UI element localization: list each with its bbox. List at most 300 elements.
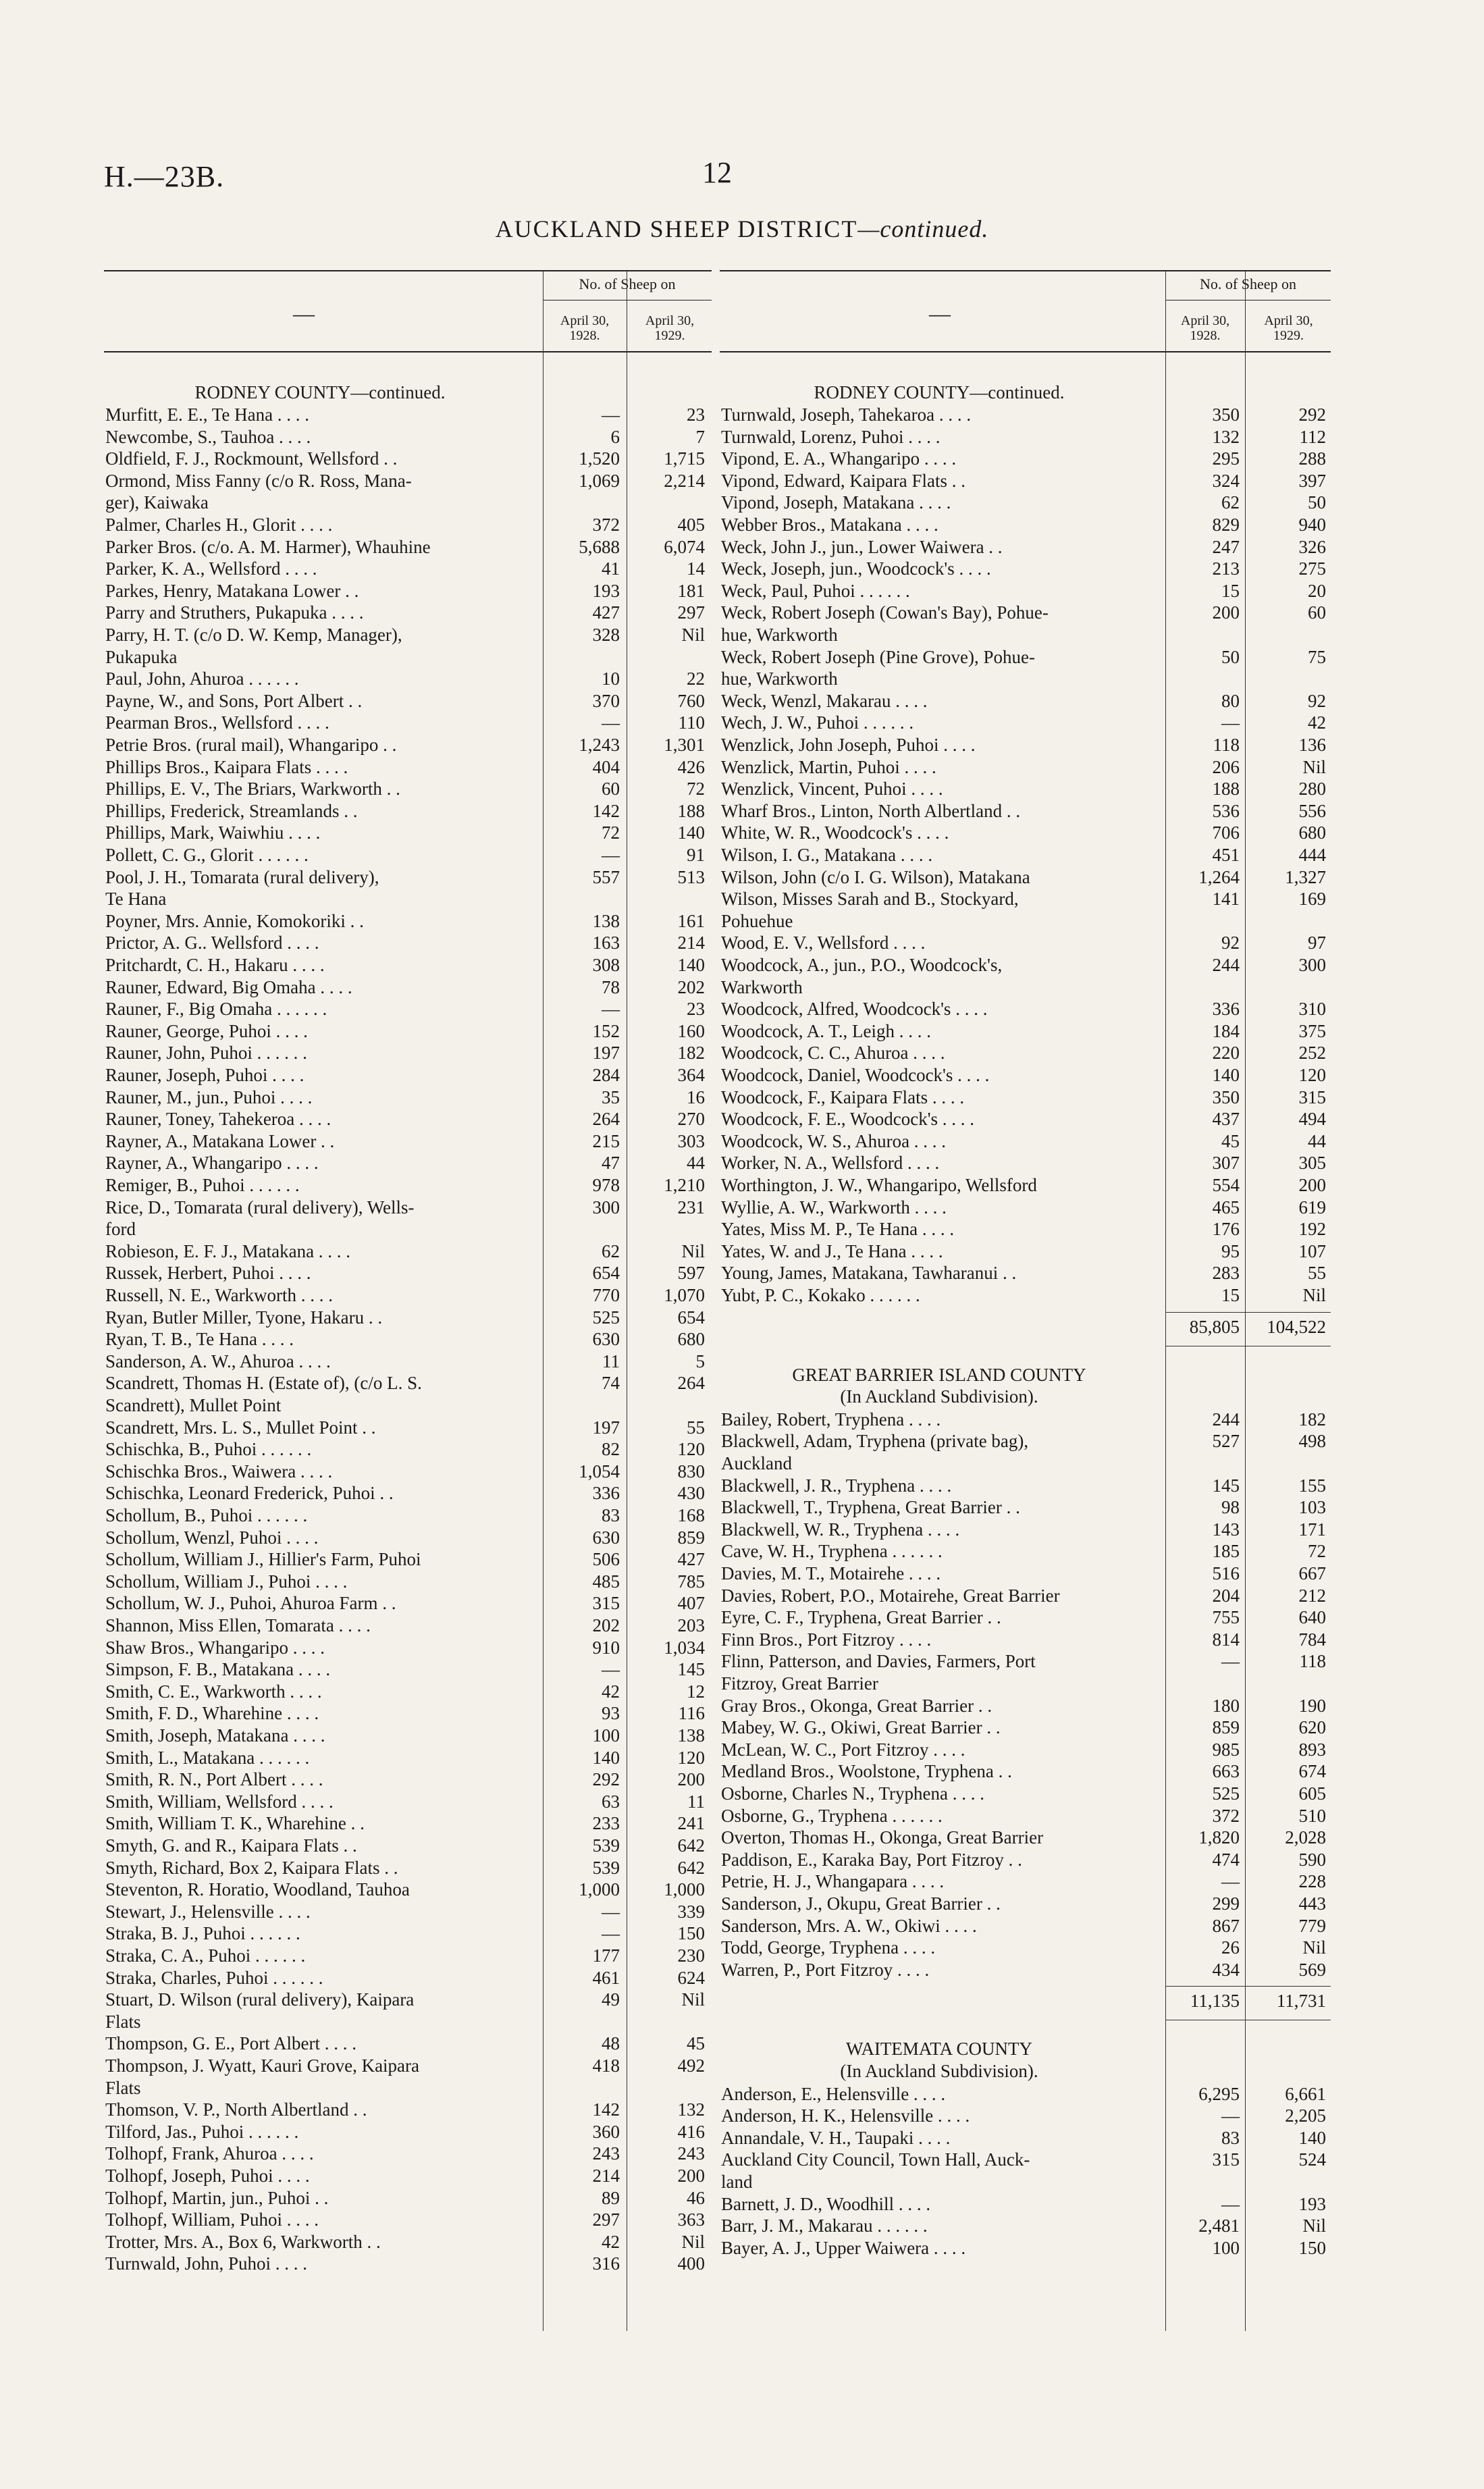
sheep-1928-value: 72 <box>602 822 620 843</box>
owner-name: Ormond, Miss Fanny (c/o R. Ross, Mana- <box>105 470 412 491</box>
sheep-1929-value: 44 <box>687 1153 705 1174</box>
sheep-1929-value: 305 <box>1298 1153 1326 1174</box>
sheep-1928-value: 48 <box>602 2033 620 2054</box>
owner-name: Flats <box>105 2011 141 2032</box>
owner-name: Tolhopf, Martin, jun., Puhoi . . <box>105 2187 329 2208</box>
owner-name: Schollum, Wenzl, Puhoi . . . . <box>105 1527 319 1548</box>
section-heading-rodney: RODNEY COUNTY—continued. <box>814 382 1065 402</box>
sheep-1928-value: 539 <box>592 1857 620 1878</box>
sheep-1928-value: — <box>602 1901 620 1922</box>
sheep-1928-value: 539 <box>592 1835 620 1856</box>
sheep-1928-value: 74 <box>602 1373 620 1394</box>
owner-name: Webber Bros., Matakana . . . . <box>721 515 938 535</box>
year-1928-header <box>1165 313 1245 343</box>
sheep-1928-value: 315 <box>1212 2149 1240 2170</box>
sheep-1928-value: 197 <box>592 1043 620 1064</box>
sheep-1928-value: 184 <box>1212 1020 1240 1041</box>
sheep-1928-value: 98 <box>1221 1497 1240 1518</box>
sheep-1928-value: 215 <box>592 1130 620 1151</box>
sheep-1929-value: 112 <box>1299 426 1326 447</box>
sheep-1928-value: 1,520 <box>579 448 620 469</box>
sheep-1929-value: Nil <box>681 1989 705 2010</box>
sheep-1929-value: 16 <box>687 1086 705 1107</box>
owner-name: Yates, W. and J., Te Hana . . . . <box>721 1240 943 1261</box>
sheep-1929-value: 2,214 <box>664 470 705 491</box>
sheep-1928-value: — <box>602 999 620 1020</box>
owner-name: Tolhopf, Joseph, Puhoi . . . . <box>105 2166 310 2186</box>
sheep-1928-value: 1,069 <box>579 470 620 491</box>
sheep-1929-value: 326 <box>1298 536 1326 557</box>
owner-name: Cave, W. H., Tryphena . . . . . . <box>721 1541 943 1562</box>
section-subheading-waitemata: (In Auckland Subdivision). <box>840 2061 1038 2081</box>
sheep-1928-value: 47 <box>602 1153 620 1174</box>
sheep-1928-value: 26 <box>1221 1937 1240 1958</box>
sheep-1928-value: 145 <box>1212 1475 1240 1496</box>
owner-name: Palmer, Charles H., Glorit . . . . <box>105 515 333 535</box>
sheep-1928-value: 859 <box>1212 1717 1240 1738</box>
owner-name: Shaw Bros., Whangaripo . . . . <box>105 1637 325 1658</box>
sheep-1929-value: 11 <box>687 1791 705 1812</box>
year-1929-header <box>628 313 712 343</box>
sheep-1929-value: 202 <box>677 976 705 997</box>
column-rule <box>1245 271 1246 2331</box>
owner-name: Rauner, M., jun., Puhoi . . . . <box>105 1086 313 1107</box>
owner-name: Shannon, Miss Ellen, Tomarata . . . . <box>105 1615 371 1635</box>
owner-name: Todd, George, Tryphena . . . . <box>721 1937 936 1958</box>
sheep-1929-value: 315 <box>1298 1086 1326 1107</box>
owner-name: Young, James, Matakana, Tawharanui . . <box>721 1263 1017 1284</box>
owner-name: Robieson, E. F. J., Matakana . . . . <box>105 1240 351 1261</box>
sheep-1928-value: 141 <box>1212 889 1240 910</box>
name-column-header: — <box>293 301 315 325</box>
sheep-1928-value: 5,688 <box>579 536 620 557</box>
sheep-1928-value: 295 <box>1212 448 1240 469</box>
sheep-1928-value: 244 <box>1212 955 1240 975</box>
year-1928-header <box>543 313 627 343</box>
owner-name: Woodcock, Daniel, Woodcock's . . . . <box>721 1065 990 1085</box>
owner-name: Turnwald, Joseph, Tahekaroa . . . . <box>721 404 972 425</box>
sheep-1928-value: 49 <box>602 1989 620 2010</box>
sheep-1928-value: 336 <box>1212 999 1240 1020</box>
sheep-1929-value: 363 <box>677 2209 705 2230</box>
owner-name: Woodcock, A., jun., P.O., Woodcock's, <box>721 955 1003 975</box>
sheep-1928-value: 214 <box>592 2166 620 2186</box>
sheep-1929-value: 72 <box>687 779 705 800</box>
sheep-1928-value: 434 <box>1212 1959 1240 1980</box>
owner-name: Wharf Bros., Linton, North Albertland . . <box>721 800 1021 821</box>
sheep-1928-value: 35 <box>602 1086 620 1107</box>
sheep-1929-value: 168 <box>677 1505 705 1525</box>
sheep-1929-value: 1,070 <box>664 1285 705 1305</box>
sheep-1929-value: 150 <box>677 1923 705 1944</box>
sheep-1929-value: 405 <box>677 515 705 535</box>
owner-name: Rauner, George, Puhoi . . . . <box>105 1020 308 1041</box>
sheep-1928-value: 93 <box>602 1703 620 1724</box>
sheep-1929-value: 444 <box>1298 845 1326 865</box>
sheep-1928-value: 630 <box>592 1527 620 1548</box>
owner-name: Simpson, F. B., Matakana . . . . <box>105 1659 331 1680</box>
sheep-1928-value: 308 <box>592 955 620 975</box>
owner-name: Rayner, A., Whangaripo . . . . <box>105 1153 319 1174</box>
sheep-1928-value: 138 <box>592 910 620 931</box>
sheep-1929-value: 160 <box>677 1020 705 1041</box>
sheep-1929-value: 494 <box>1298 1109 1326 1130</box>
owner-name: Thompson, G. E., Port Albert . . . . <box>105 2033 356 2054</box>
sheep-1928-value: 404 <box>592 756 620 777</box>
sheep-1929-value: 784 <box>1298 1629 1326 1650</box>
year-1929-line1: April 30, <box>645 313 695 328</box>
sheep-1928-value: 336 <box>592 1483 620 1504</box>
sheep-1929-value: Nil <box>1302 756 1326 777</box>
owner-name: Blackwell, T., Tryphena, Great Barrier . . <box>721 1497 1020 1518</box>
sheep-1928-value: 78 <box>602 976 620 997</box>
owner-name: Paul, John, Ahuroa . . . . . . <box>105 669 299 689</box>
owner-name: Pearman Bros., Wellsford . . . . <box>105 712 329 733</box>
sheep-1928-value: 15 <box>1221 580 1240 601</box>
sheep-1929-value: 303 <box>677 1130 705 1151</box>
sheep-1929-value: 120 <box>1298 1065 1326 1085</box>
sheep-1929-value: Nil <box>1302 1937 1326 1958</box>
year-1929-line2: 1929. <box>1273 328 1304 343</box>
owner-name: land <box>721 2172 753 2192</box>
owner-name: Schollum, W. J., Puhoi, Ahuroa Farm . . <box>105 1593 396 1614</box>
sheep-1928-value: 188 <box>1212 779 1240 800</box>
owner-name: Rauner, F., Big Omaha . . . . . . <box>105 999 327 1020</box>
sheep-1929-value: 5 <box>695 1351 705 1371</box>
owner-name: Ryan, Butler Miller, Tyone, Hakaru . . <box>105 1307 383 1328</box>
sheep-1928-value: 536 <box>1212 800 1240 821</box>
owner-name: Woodcock, F., Kaipara Flats . . . . <box>721 1086 965 1107</box>
sheep-1929-value: 140 <box>677 822 705 843</box>
sheep-1929-value: 118 <box>1299 1651 1326 1672</box>
owner-name: Paddison, E., Karaka Bay, Port Fitzroy . . <box>721 1849 1022 1870</box>
sheep-1928-value: 41 <box>602 558 620 579</box>
year-1929-header <box>1246 313 1331 343</box>
owner-name: Pohuehue <box>721 910 793 931</box>
year-1929-line2: 1929. <box>654 328 685 343</box>
owner-name: Weck, Robert Joseph (Cowan's Bay), Pohue- <box>721 602 1049 623</box>
sheep-1929-value: 270 <box>677 1109 705 1130</box>
owner-name: Flinn, Patterson, and Davies, Farmers, Port <box>721 1651 1036 1672</box>
owner-name: Straka, B. J., Puhoi . . . . . . <box>105 1923 300 1944</box>
owner-name: Auckland <box>721 1453 792 1473</box>
owner-name: Schischka, B., Puhoi . . . . . . <box>105 1439 312 1460</box>
sheep-1928-value: 6 <box>610 426 620 447</box>
sheep-1929-value: 60 <box>1308 602 1326 623</box>
sheep-1929-value: 140 <box>1298 2127 1326 2148</box>
sheep-1929-value: 169 <box>1298 889 1326 910</box>
owner-name: Wyllie, A. W., Warkworth . . . . <box>721 1197 947 1217</box>
sheep-1929-value: 620 <box>1298 1717 1326 1738</box>
sheep-1929-value: 72 <box>1308 1541 1326 1562</box>
owner-name: Scandrett, Thomas H. (Estate of), (c/o L. S. <box>105 1373 422 1394</box>
sheep-1928-value: 630 <box>592 1329 620 1350</box>
left-table-header <box>104 271 712 352</box>
sheep-1928-value: — <box>1221 712 1240 733</box>
sheep-1928-value: 755 <box>1212 1607 1240 1628</box>
owner-name: Weck, Wenzl, Makarau . . . . <box>721 690 928 711</box>
sheep-1928-value: 1,243 <box>579 735 620 755</box>
sheep-1928-value: 554 <box>1212 1175 1240 1195</box>
sheep-1929-value: 231 <box>677 1197 705 1217</box>
document-reference: H.—23B. <box>104 160 225 193</box>
sheep-1929-value: 145 <box>677 1659 705 1680</box>
sheep-1928-value: 62 <box>602 1240 620 1261</box>
sheep-1928-value: 2,481 <box>1198 2216 1240 2236</box>
sheep-1928-value: 83 <box>602 1505 620 1525</box>
right-table-header <box>720 271 1331 352</box>
sheep-1928-value: 418 <box>592 2055 620 2076</box>
owner-name: Pollett, C. G., Glorit . . . . . . <box>105 845 309 865</box>
sheep-1929-value: 6,661 <box>1285 2083 1326 2104</box>
sheep-1929-value: 181 <box>677 580 705 601</box>
sheep-1928-value: 10 <box>602 669 620 689</box>
sheep-1929-value: 75 <box>1308 646 1326 667</box>
sheep-1928-value: 80 <box>1221 690 1240 711</box>
sheep-1929-value: 6,074 <box>664 536 705 557</box>
sheep-1928-value: 370 <box>592 690 620 711</box>
owner-name: Osborne, G., Tryphena . . . . . . <box>721 1805 943 1826</box>
sheep-1929-value: 416 <box>677 2121 705 2142</box>
sheep-1929-value: 136 <box>1298 735 1326 755</box>
sheep-1929-value: 407 <box>677 1593 705 1614</box>
sheep-1929-value: 192 <box>1298 1219 1326 1240</box>
sheep-1929-value: 161 <box>677 910 705 931</box>
owner-name: Barnett, J. D., Woodhill . . . . <box>721 2193 931 2214</box>
owner-name: Phillips, Mark, Waiwhiu . . . . <box>105 822 321 843</box>
owner-name: Rauner, Toney, Tahekeroa . . . . <box>105 1109 332 1130</box>
sheep-1928-value: 654 <box>592 1263 620 1284</box>
sheep-1928-value: 89 <box>602 2187 620 2208</box>
name-column-header: — <box>929 301 951 325</box>
sheep-1929-value: 492 <box>677 2055 705 2076</box>
sheep-1928-value: 193 <box>592 580 620 601</box>
sheep-1928-value: 60 <box>602 779 620 800</box>
sheep-1928-value: 372 <box>592 515 620 535</box>
sheep-1928-value: 663 <box>1212 1761 1240 1782</box>
sheep-1929-value: 97 <box>1308 933 1326 953</box>
sheep-1929-value: 188 <box>677 800 705 821</box>
sheep-1929-value: 20 <box>1308 580 1326 601</box>
owner-name: Murfitt, E. E., Te Hana . . . . <box>105 404 310 425</box>
sheep-1929-value: 11,731 <box>1276 1991 1326 2012</box>
owner-name: Phillips, E. V., The Briars, Warkworth . . <box>105 779 400 800</box>
sheep-1929-value: 2,028 <box>1285 1827 1326 1848</box>
owner-name: Worker, N. A., Wellsford . . . . <box>721 1153 940 1174</box>
owner-name: Davies, M. T., Motairehe . . . . <box>721 1563 941 1583</box>
sheep-1928-value: 15 <box>1221 1285 1240 1305</box>
sheep-1929-value: 91 <box>687 845 705 865</box>
sheep-1929-value: 510 <box>1298 1805 1326 1826</box>
sheep-1929-value: 430 <box>677 1483 705 1504</box>
owner-name: Annandale, V. H., Taupaki . . . . <box>721 2127 951 2148</box>
sheep-1928-value: 283 <box>1212 1263 1240 1284</box>
owner-name: Poyner, Mrs. Annie, Komokoriki . . <box>105 910 364 931</box>
sheep-1928-value: 244 <box>1212 1409 1240 1430</box>
sheep-1929-value: 667 <box>1298 1563 1326 1583</box>
sheep-1928-value: 437 <box>1212 1109 1240 1130</box>
sheep-1928-value: — <box>602 1659 620 1680</box>
sheep-1929-value: 55 <box>1308 1263 1326 1284</box>
owner-name: Overton, Thomas H., Okonga, Great Barrier <box>721 1827 1044 1848</box>
sheep-1929-value: 830 <box>677 1461 705 1482</box>
sheep-1928-value: — <box>1221 1651 1240 1672</box>
owner-name: Davies, Robert, P.O., Motairehe, Great Barrier <box>721 1585 1060 1606</box>
owner-name: Auckland City Council, Town Hall, Auck- <box>721 2149 1030 2170</box>
owner-name: Wilson, I. G., Matakana . . . . <box>721 845 933 865</box>
owner-name: Parry, H. T. (c/o D. W. Kemp, Manager), <box>105 625 402 645</box>
sheep-1928-value: 867 <box>1212 1915 1240 1936</box>
owner-name: Medland Bros., Woolstone, Tryphena . . <box>721 1761 1012 1782</box>
section-heading-great-barrier: GREAT BARRIER ISLAND COUNTY <box>792 1364 1086 1385</box>
sheep-1928-value: 176 <box>1212 1219 1240 1240</box>
column-rule <box>1165 271 1166 2331</box>
sheep-1928-value: 118 <box>1213 735 1240 755</box>
sheep-1928-value: 525 <box>1212 1783 1240 1804</box>
sheep-1929-value: 2,205 <box>1285 2105 1326 2126</box>
sheep-1928-value: 206 <box>1212 756 1240 777</box>
owner-name: Scandrett), Mullet Point <box>105 1395 282 1415</box>
owner-name: Smith, William, Wellsford . . . . <box>105 1791 334 1812</box>
owner-name: Anderson, E., Helensville . . . . <box>721 2083 946 2104</box>
sheep-1928-value: 461 <box>592 1967 620 1988</box>
owner-name: Blackwell, Adam, Tryphena (private bag), <box>721 1431 1029 1452</box>
sheep-1929-value: 42 <box>1308 712 1326 733</box>
sheep-1929-value: 132 <box>677 2099 705 2120</box>
sheep-1928-value: 185 <box>1212 1541 1240 1562</box>
sheep-1929-value: 297 <box>677 602 705 623</box>
sheep-1929-value: 590 <box>1298 1849 1326 1870</box>
sheep-1929-value: 364 <box>677 1065 705 1085</box>
sheep-1928-value: 95 <box>1221 1240 1240 1261</box>
owner-name: McLean, W. C., Port Fitzroy . . . . <box>721 1739 965 1760</box>
owner-name: Pritchardt, C. H., Hakaru . . . . <box>105 955 325 975</box>
owner-name: Schischka Bros., Waiwera . . . . <box>105 1461 333 1482</box>
section-heading-rodney: RODNEY COUNTY—continued. <box>194 382 446 402</box>
sheep-1929-value: 513 <box>677 866 705 887</box>
sheep-1928-value: 360 <box>592 2121 620 2142</box>
sheep-1929-value: 785 <box>677 1571 705 1592</box>
sheep-1928-value: 328 <box>592 625 620 645</box>
sheep-1928-value: 451 <box>1212 845 1240 865</box>
owner-name: Woodcock, W. S., Ahuroa . . . . <box>721 1130 947 1151</box>
owner-name: Parry and Struthers, Pukapuka . . . . <box>105 602 364 623</box>
sheep-1928-value: 204 <box>1212 1585 1240 1606</box>
sheep-1929-value: Nil <box>681 1240 705 1261</box>
owner-name: Tolhopf, William, Puhoi . . . . <box>105 2209 319 2230</box>
sheep-1929-value: 624 <box>677 1967 705 1988</box>
sheep-1929-value: 524 <box>1298 2149 1326 2170</box>
owner-name: Schischka, Leonard Frederick, Puhoi . . <box>105 1483 394 1504</box>
sheep-1929-value: 292 <box>1298 404 1326 425</box>
sheep-1928-value: 300 <box>592 1197 620 1217</box>
sheep-1929-value: 1,034 <box>664 1637 705 1658</box>
sheep-1928-value: 506 <box>592 1549 620 1570</box>
owner-name: Petrie, H. J., Whangapara . . . . <box>721 1871 945 1892</box>
sheep-1929-value: 556 <box>1298 800 1326 821</box>
sheep-1928-value: 1,264 <box>1198 866 1240 887</box>
owner-name: Wenzlick, Martin, Puhoi . . . . <box>721 756 936 777</box>
owner-name: Wood, E. V., Wellsford . . . . <box>721 933 926 953</box>
sheep-1928-value: 557 <box>592 866 620 887</box>
owner-name: Schollum, William J., Puhoi . . . . <box>105 1571 348 1592</box>
sheep-1929-value: 640 <box>1298 1607 1326 1628</box>
owner-name: Rayner, A., Matakana Lower . . <box>105 1130 335 1151</box>
owner-name: Turnwald, John, Puhoi . . . . <box>105 2253 308 2274</box>
sheep-1928-value: 213 <box>1212 558 1240 579</box>
owner-name: Te Hana <box>105 889 167 910</box>
sheep-1928-value: 220 <box>1212 1043 1240 1064</box>
owner-name: Sanderson, Mrs. A. W., Okiwi . . . . <box>721 1915 977 1936</box>
sheep-1929-value: 569 <box>1298 1959 1326 1980</box>
sheep-1928-value: 1,054 <box>579 1461 620 1482</box>
owner-name: Smith, R. N., Port Albert . . . . <box>105 1769 323 1790</box>
sheep-1928-value: — <box>602 1923 620 1944</box>
sheep-1929-value: 605 <box>1298 1783 1326 1804</box>
left-table <box>104 270 712 2331</box>
sheep-1928-value: 427 <box>592 602 620 623</box>
sheep-1929-value: 107 <box>1298 1240 1326 1261</box>
right-table <box>720 270 1331 2331</box>
sheep-1929-value: 7 <box>695 426 705 447</box>
sheep-1929-value: 243 <box>677 2143 705 2164</box>
sheep-1928-value: 350 <box>1212 1086 1240 1107</box>
sheep-1929-value: 597 <box>677 1263 705 1284</box>
sheep-1929-value: 1,327 <box>1285 866 1326 887</box>
sheep-1929-value: 779 <box>1298 1915 1326 1936</box>
sheep-1929-value: 155 <box>1298 1475 1326 1496</box>
owner-name: Pukapuka <box>105 646 178 667</box>
sheep-1928-value: 62 <box>1221 492 1240 513</box>
owner-name: Woodcock, F. E., Woodcock's . . . . <box>721 1109 975 1130</box>
owner-name: Stewart, J., Helensville . . . . <box>105 1901 311 1922</box>
sheep-1929-value: 44 <box>1308 1130 1326 1151</box>
sheep-1928-value: 315 <box>592 1593 620 1614</box>
sheep-1928-value: 100 <box>592 1725 620 1746</box>
owner-name: Phillips, Frederick, Streamlands . . <box>105 800 358 821</box>
owner-name: Vipond, Joseph, Matakana . . . . <box>721 492 951 513</box>
sheep-1929-value: 138 <box>677 1725 705 1746</box>
owner-name: Straka, C. A., Puhoi . . . . . . <box>105 1945 306 1966</box>
sheep-1928-value: — <box>1221 1871 1240 1892</box>
sheep-1929-value: 103 <box>1298 1497 1326 1518</box>
sheep-1929-value: 427 <box>677 1549 705 1570</box>
owner-name: Petrie Bros. (rural mail), Whangaripo . . <box>105 735 397 755</box>
sheep-1928-value: 6,295 <box>1198 2083 1240 2104</box>
sheep-1929-value: Nil <box>1302 2216 1326 2236</box>
sheep-1929-value: 940 <box>1298 515 1326 535</box>
sheep-1929-value: 104,522 <box>1267 1316 1326 1337</box>
year-1929-line1: April 30, <box>1264 313 1313 328</box>
owner-name: Smith, William T. K., Wharehine . . <box>105 1813 365 1834</box>
owner-name: Wilson, Misses Sarah and B., Stockyard, <box>721 889 1019 910</box>
owner-name: Mabey, W. G., Okiwi, Great Barrier . . <box>721 1717 1001 1738</box>
sheep-1929-value: 200 <box>677 1769 705 1790</box>
owner-name: Osborne, Charles N., Tryphena . . . . <box>721 1783 984 1804</box>
owner-name: Rice, D., Tomarata (rural delivery), Wells- <box>105 1197 415 1217</box>
sheep-1928-value: 350 <box>1212 404 1240 425</box>
sheep-1928-value: 140 <box>592 1747 620 1768</box>
owner-name: Wilson, John (c/o I. G. Wilson), Matakana <box>721 866 1030 887</box>
sheep-1928-value: 177 <box>592 1945 620 1966</box>
year-1928-line2: 1928. <box>569 328 600 343</box>
sheep-1928-value: 770 <box>592 1285 620 1305</box>
sheep-1928-value: 42 <box>602 2231 620 2252</box>
sheep-1929-value: Nil <box>1302 1285 1326 1305</box>
sheep-1929-value: 46 <box>687 2187 705 2208</box>
sheep-1929-value: 214 <box>677 933 705 953</box>
owner-name: Warkworth <box>721 976 803 997</box>
